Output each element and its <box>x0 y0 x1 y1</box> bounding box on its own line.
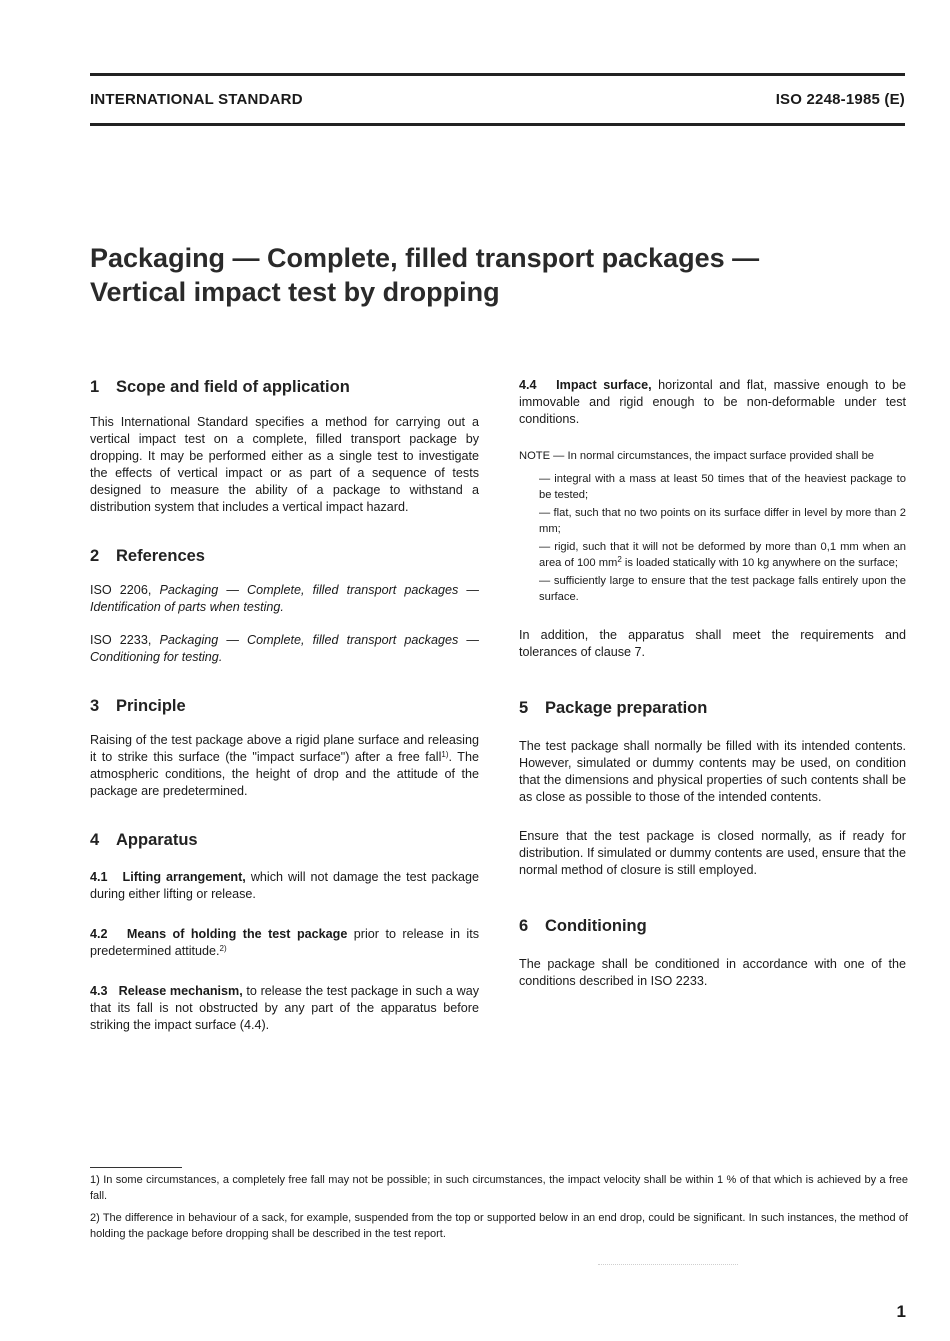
section-number: 1 <box>90 378 100 396</box>
clause-4-2 <box>90 926 479 960</box>
section-title: Package preparation <box>545 699 708 717</box>
standard-number: ISO 2248-1985 (E) <box>775 91 905 108</box>
scan-artifact <box>598 1264 738 1266</box>
clause-term: Impact surface, <box>556 378 652 392</box>
reference-title: Packaging — Complete, filled transport packages — Conditioning for testing. <box>90 633 479 664</box>
section-6-heading <box>519 916 906 936</box>
clause-term: Lifting arrangement, <box>122 870 246 884</box>
section-2-heading <box>90 546 479 566</box>
clause-text: horizontal and flat, massive enough to be immovable and rigid enough to be non-deformable under test conditions. <box>519 378 906 426</box>
reference-iso-2233 <box>90 632 479 666</box>
clause-text: which will not damage the test package during either lifting or release. <box>90 870 479 901</box>
page-number: 1 <box>896 1302 906 1321</box>
principle-text-a: Raising of the test package above a rigid plane surface and releasing it to strike this surface (the "impact surface") after a free fall <box>90 733 479 764</box>
section-title: References <box>116 547 205 565</box>
superscript: 2 <box>617 555 622 564</box>
section-5-body-1: The test package shall normally be filled with its intended contents. However, simulated or dummy contents may be used, on condition that the dimensions and physical properties of such contents shall be as close as possible to those of the intended contents. <box>519 739 906 804</box>
section-title: Principle <box>116 697 186 715</box>
right-column <box>519 377 906 990</box>
section-3-body <box>90 732 479 800</box>
title-line-1: Packaging — Complete, filled transport packages — <box>90 243 760 273</box>
clause-text: to release the test package in such a way that its fall is not obstructed by any part of the apparatus before striking the impact surface (4.4). <box>90 984 479 1032</box>
note-item: — integral with a mass at least 50 times that of the heaviest package to be tested; <box>539 473 906 501</box>
footnote-ref: 2) <box>219 944 227 953</box>
note-item: — sufficiently large to ensure that the test package falls entirely upon the surface. <box>539 575 906 603</box>
section-number: 6 <box>519 917 529 935</box>
clause-term: Release mechanism, <box>118 984 243 998</box>
clause-number: 4.4 <box>519 378 537 392</box>
section-number: 5 <box>519 699 529 717</box>
section-4-heading <box>90 830 479 850</box>
header-top-rule <box>90 73 905 76</box>
section-title: Apparatus <box>116 831 198 849</box>
section-1-body: This International Standard specifies a method for carrying out a vertical impact test on a complete, filled transport package by dropping. It may be performed either as a single test to investigate the effects of vertical impact or as part of a sequence of tests designed to measure the ability of a package to withstand a distribution system that includes a vertical impact hazard. <box>90 415 479 514</box>
clause-4-4 <box>519 377 906 428</box>
footnote-separator <box>90 1167 182 1168</box>
clause-number: 4.3 <box>90 984 108 998</box>
section-title: Conditioning <box>545 917 647 935</box>
clause-term: Means of holding the test package <box>126 927 348 941</box>
section-number: 4 <box>90 831 100 849</box>
document-type-label: INTERNATIONAL STANDARD <box>90 91 303 108</box>
page-title <box>90 241 905 309</box>
section-1-heading <box>90 377 479 397</box>
clause-4-1 <box>90 869 479 903</box>
note-item <box>539 539 906 571</box>
reference-iso-2206 <box>90 582 479 616</box>
clause-4-3 <box>90 983 479 1034</box>
section-3-heading <box>90 696 479 716</box>
section-number: 3 <box>90 697 100 715</box>
note-item-text: — rigid, such that it will not be deformed by more than 0,1 mm when an area of 100 mm <box>539 541 906 569</box>
header-bottom-rule <box>90 123 905 126</box>
title-line-2: Vertical impact test by dropping <box>90 277 500 307</box>
reference-code: ISO 2233, <box>90 633 152 647</box>
section-number: 2 <box>90 547 100 565</box>
clause-text: prior to release in its predetermined attitude. <box>90 927 479 958</box>
reference-title: Packaging — Complete, filled transport packages — Identification of parts when testing. <box>90 583 479 614</box>
footnote-1: 1) In some circumstances, a completely free fall may not be possible; in such circumstances, the impact velocity shall be within 1 % of that which is achieved by a free fall. <box>90 1174 908 1202</box>
reference-code: ISO 2206, <box>90 583 152 597</box>
left-column <box>90 377 479 1034</box>
clause-number: 4.1 <box>90 870 108 884</box>
note-intro: NOTE — In normal circumstances, the impact surface provided shall be <box>519 450 875 462</box>
note-item-text-end: is loaded statically with 10 kg anywhere on the surface; <box>621 557 898 569</box>
footnote-2: 2) The difference in behaviour of a sack, for example, suspended from the top or supported below in an end drop, could be significant. In such instances, the method of holding the package before dropping shall be described in the test report. <box>90 1212 908 1240</box>
apparatus-addition: In addition, the apparatus shall meet the requirements and tolerances of clause 7. <box>519 628 906 659</box>
clause-number: 4.2 <box>90 927 108 941</box>
section-5-body-2: Ensure that the test package is closed normally, as if ready for distribution. If simulated or dummy contents are used, ensure that the normal method of closure is still employed. <box>519 829 906 877</box>
section-title: Scope and field of application <box>116 378 350 396</box>
footnote-ref: 1) <box>441 750 449 759</box>
section-6-body: The package shall be conditioned in accordance with one of the conditions described in ISO 2233. <box>519 957 906 988</box>
section-5-heading <box>519 698 906 718</box>
principle-text-b: . The atmospheric conditions, the height of drop and the attitude of the package are predetermined. <box>90 750 479 798</box>
note-item: — flat, such that no two points on its surface differ in level by more than 2 mm; <box>539 507 906 535</box>
